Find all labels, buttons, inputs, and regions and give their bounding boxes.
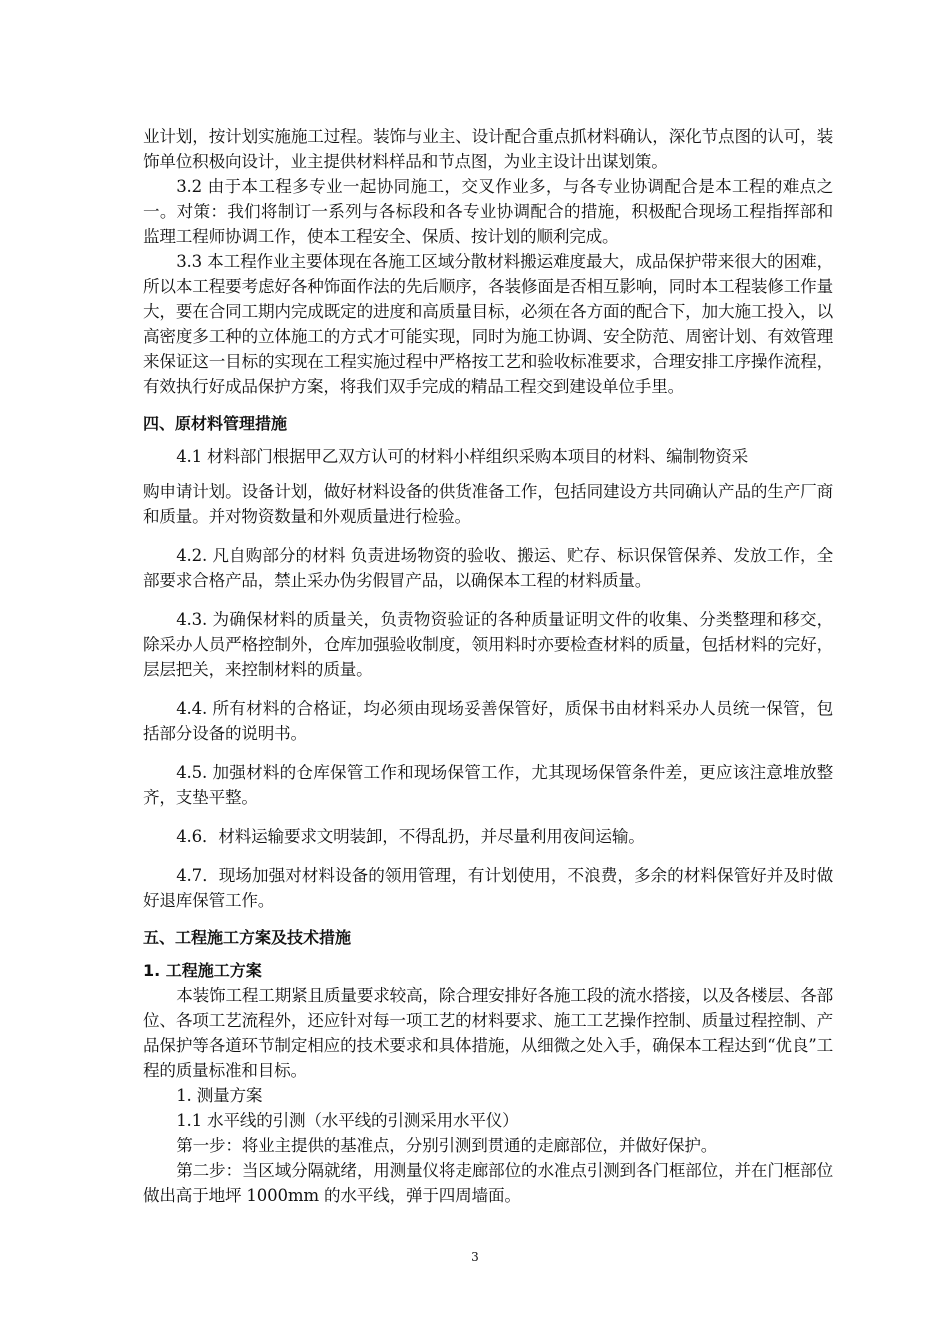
- paragraph-4-1a: 4.1 材料部门根据甲乙双方认可的材料小样组织采购本项目的材料、编制物资采: [176, 447, 749, 466]
- paragraph-3-2: 3.2 由于本工程多专业一起协同施工，交叉作业多，与各专业协调配合是本工程的难点之一。对策：我们将制订一系列与各标段和各专业协调配合的措施，积极配合现场工程指挥部和 监理工程师协调工作，使本工程安全、保质、按计划的顺利完成。: [143, 177, 833, 246]
- item-measurement-plan: 1. 测量方案: [176, 1086, 263, 1105]
- section-heading-5: 五、工程施工方案及技术措施: [143, 928, 352, 947]
- paragraph-3-3: 3.3 本工程作业主要体现在各施工区域分散材料搬运难度最大，成品保护带来很大的困难，所以本工程要考虑好各种饰面作法的先后顺序，各装修面是否相互影响，同时本工程装修工作量大，要在合同工期内完成既定的进度和高质量目标，必须在各方面的配合下，加大施工投入，以高密度多工种的立体施工的方式才可能实现，同时为施工协调、安全防范、周密计划、有效管理来保证这一目标的实现在工程实施过程中严格按工艺和验收标准要求，合理安排工序操作流程，有效执行好成品保护方案，将我们双手完成的精品工程交到建设单位手里。: [143, 252, 833, 396]
- page-body: [143, 124, 833, 1208]
- page-number: 3: [471, 1250, 479, 1264]
- paragraph-4-7: 4.7．现场加强对材料设备的领用管理，有计划使用，不浪费，多余的材料保管好并及时做好退库保管工作。: [143, 866, 833, 910]
- paragraph-5-intro: 本装饰工程工期紧且质量要求较高，除合理安排好各施工段的流水搭接，以及各楼层、各部位、各项工艺流程外，还应针对每一项工艺的材料要求、施工工艺操作控制、质量过程控制、产品保护等各道环节制定相应的技术要求和具体措施，从细微之处入手，确保本工程达到“优良”工程的质量标准和目标。: [143, 986, 833, 1080]
- subheading-5-1: 1. 工程施工方案: [143, 961, 262, 980]
- section-heading-4: 四、原材料管理措施: [143, 414, 288, 433]
- item-level-line: 1.1 水平线的引测（水平线的引测采用水平仪）: [176, 1111, 519, 1130]
- paragraph-4-4: 4.4. 所有材料的合格证，均必须由现场妥善保管好，质保书由材料采办人员统一保管，包括部分设备的说明书。: [143, 699, 833, 743]
- paragraph-4-5: 4.5. 加强材料的仓库保管工作和现场保管工作，尤其现场保管条件差，更应该注意堆放整齐，支垫平整。: [143, 763, 833, 807]
- paragraph-step-1: 第一步：将业主提供的基准点，分别引测到贯通的走廊部位，并做好保护。: [176, 1136, 718, 1155]
- paragraph-4-2: 4.2. 凡自购部分的材料 负责进场物资的验收、搬运、贮存、标识保管保养、发放工作，全部要求合格产品，禁止采办伪劣假冒产品，以确保本工程的材料质量。: [143, 546, 833, 590]
- paragraph-step-2: 第二步：当区域分隔就绪，用测量仪将走廊部位的水准点引测到各门框部位，并在门框部位做出高于地坪 1000mm 的水平线，弹于四周墙面。: [143, 1161, 833, 1205]
- paragraph-4-1b: 购申请计划。设备计划，做好材料设备的供货准备工作，包括同建设方共同确认产品的生产厂商和质量。并对物资数量和外观质量进行检验。: [143, 482, 833, 526]
- paragraph-4-6: 4.6．材料运输要求文明装卸，不得乱扔，并尽量利用夜间运输。: [176, 827, 645, 846]
- paragraph-4-3: 4.3. 为确保材料的质量关，负责物资验证的各种质量证明文件的收集、分类整理和移交，除采办人员严格控制外，仓库加强验收制度，领用料时亦要检查材料的质量，包括材料的完好，层层把关，来控制材料的质量。: [143, 610, 833, 679]
- paragraph-continued: 业计划，按计划实施施工过程。装饰与业主、设计配合重点抓材料确认，深化节点图的认可，装饰单位积极向设计，业主提供材料样品和节点图，为业主设计出谋划策。: [143, 127, 833, 171]
